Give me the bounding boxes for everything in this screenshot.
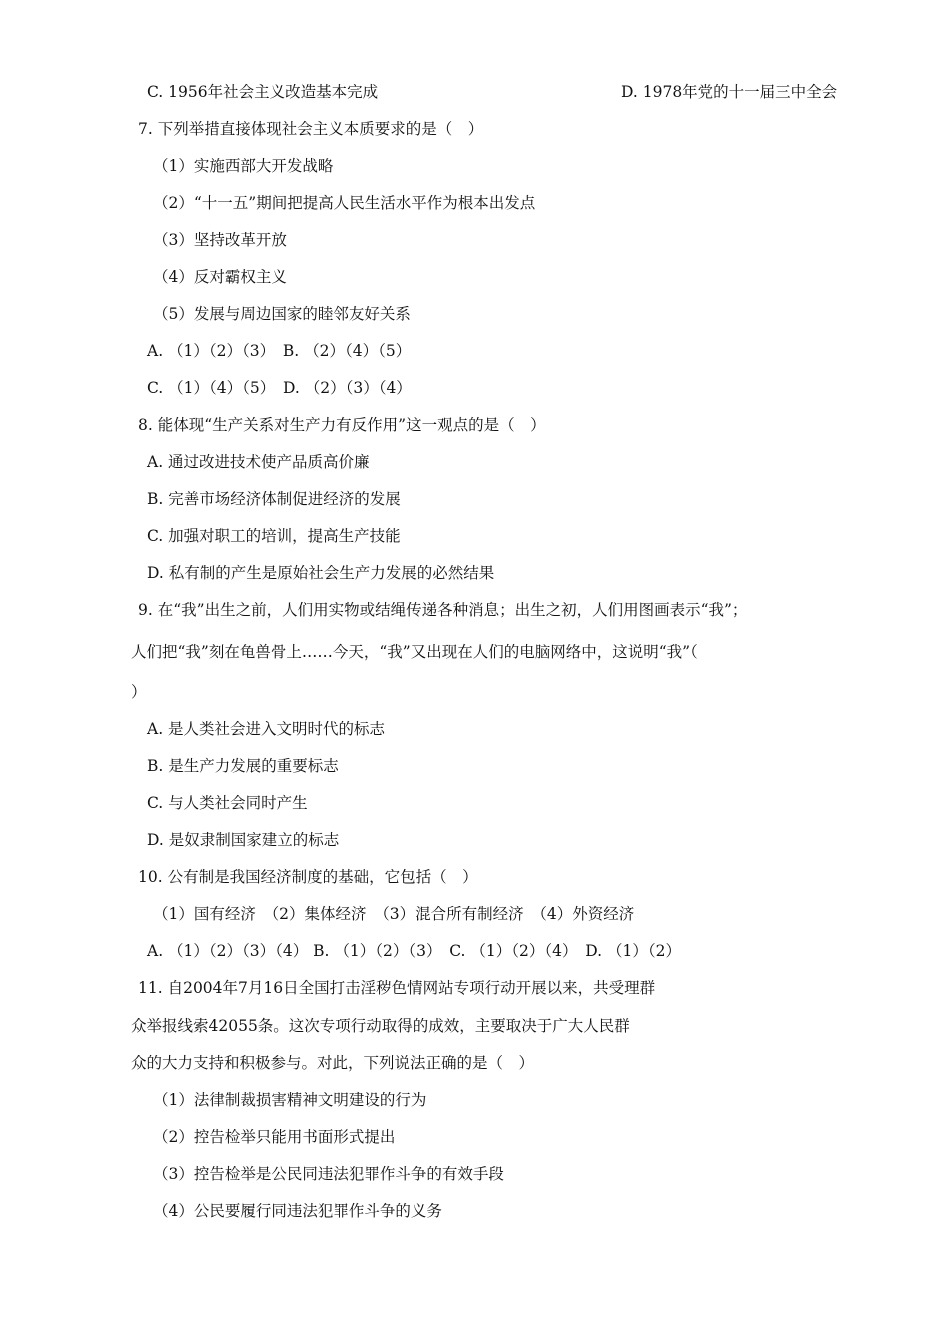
q7-item-2: （2）“十一五”期间把提高人民生活水平作为根本出发点 — [153, 194, 536, 212]
q6-options-cd — [147, 79, 838, 105]
q8-option-c: C. 加强对职工的培训，提高生产技能 — [147, 527, 401, 545]
q10-items: （1）国有经济 （2）集体经济 （3）混合所有制经济 （4）外资经济 — [153, 905, 635, 923]
q9-option-d: D. 是奴隶制国家建立的标志 — [147, 831, 340, 849]
q8-option-a: A. 通过改进技术使产品质高价廉 — [147, 453, 370, 471]
q7-options-ab: A. （1）（2）（3） B. （2）（4）（5） — [147, 342, 412, 360]
q11-item-2: （2）控告检举只能用书面形式提出 — [153, 1128, 396, 1146]
option-d: D. 1978年党的十一届三中全会 — [621, 83, 838, 101]
question-9-stem-line-1: 9. 在“我”出生之前，人们用实物或结绳传递各种消息；出生之初，人们用图画表示“我”； — [138, 601, 748, 619]
q11-item-1: （1）法律制裁损害精神文明建设的行为 — [153, 1091, 427, 1109]
q7-item-1: （1）实施西部大开发战略 — [153, 157, 334, 175]
q7-item-4: （4）反对霸权主义 — [153, 268, 287, 286]
question-9-stem-line-3: ） — [131, 683, 147, 701]
q10-options: A. （1）（2）（3）（4） B. （1）（2）（3） C. （1）（2）（4） D. （1）（2） — [147, 942, 681, 960]
question-7-stem: 7. 下列举措直接体现社会主义本质要求的是（ ） — [138, 120, 484, 138]
q8-option-b: B. 完善市场经济体制促进经济的发展 — [147, 490, 401, 508]
q11-item-4: （4）公民要履行同违法犯罪作斗争的义务 — [153, 1202, 442, 1220]
q8-option-d: D. 私有制的产生是原始社会生产力发展的必然结果 — [147, 564, 495, 582]
q7-item-3: （3）坚持改革开放 — [153, 231, 287, 249]
question-8-stem: 8. 能体现“生产关系对生产力有反作用”这一观点的是（ ） — [138, 416, 546, 434]
q9-option-b: B. 是生产力发展的重要标志 — [147, 757, 339, 775]
q9-option-c: C. 与人类社会同时产生 — [147, 794, 308, 812]
q9-option-a: A. 是人类社会进入文明时代的标志 — [147, 720, 386, 738]
question-9-stem-line-2: 人们把“我”刻在龟兽骨上……今天，“我”又出现在人们的电脑网络中，这说明“我”（ — [131, 643, 698, 661]
question-11-stem-line-2: 众举报线索42055条。这次专项行动取得的成效，主要取决于广大人民群 — [131, 1017, 630, 1035]
question-11-stem-line-3: 众的大力支持和积极参与。对此，下列说法正确的是（ ） — [131, 1054, 535, 1072]
question-10-stem: 10. 公有制是我国经济制度的基础，它包括（ ） — [138, 868, 478, 886]
q7-item-5: （5）发展与周边国家的睦邻友好关系 — [153, 305, 411, 323]
q7-options-cd: C. （1）（4）（5） D. （2）（3）（4） — [147, 379, 412, 397]
q11-item-3: （3）控告检举是公民同违法犯罪作斗争的有效手段 — [153, 1165, 504, 1183]
question-11-stem-line-1: 11. 自2004年7月16日全国打击淫秽色情网站专项行动开展以来，共受理群 — [138, 979, 656, 997]
option-c: C. 1956年社会主义改造基本完成 — [147, 83, 379, 101]
